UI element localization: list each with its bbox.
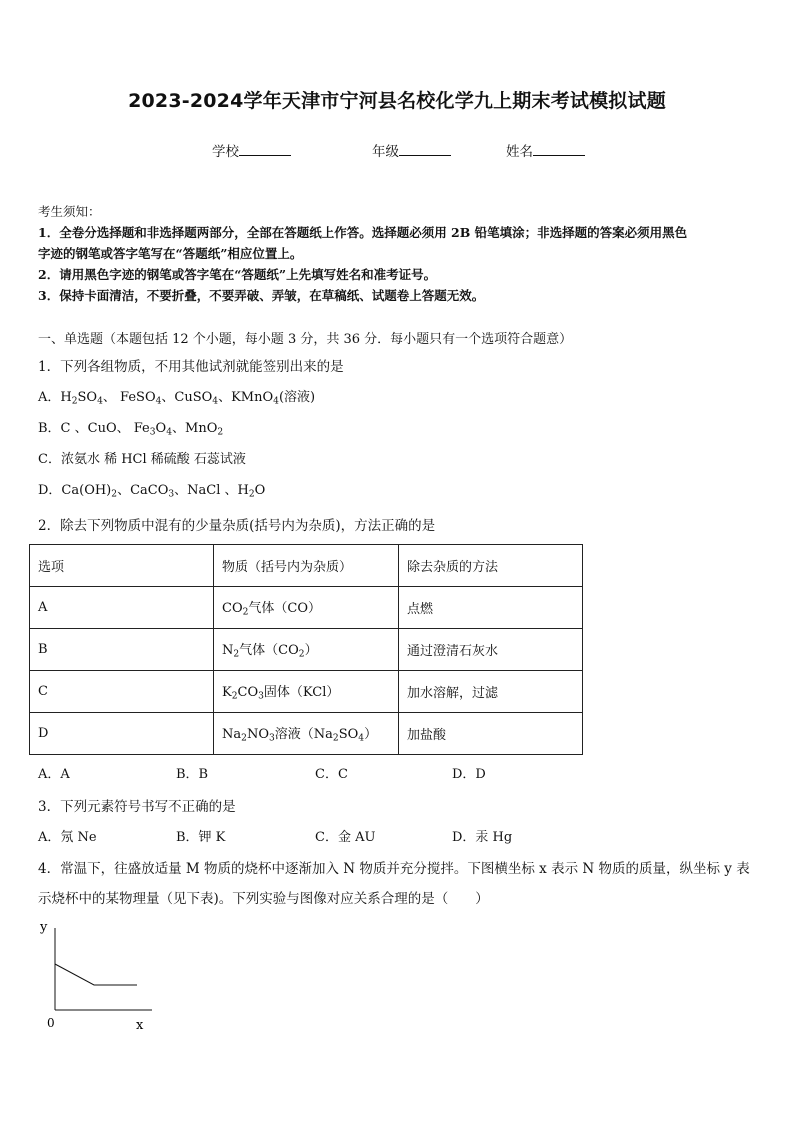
q2-table [29,544,583,755]
table-cell-option: A [30,587,214,629]
q1-b-part: B．C 、CuO、 Fe [38,421,150,436]
grade-label: 年级 [372,144,399,160]
q1-a-sub: 4 [155,396,162,407]
notice-item-1-line-1: 1．全卷分选择题和非选择题两部分，全部在答题纸上作答。选择题必须用 2B 铅笔填涂；非选择题的答案必须用黑色 [38,225,688,240]
school-label: 学校 [212,144,239,160]
notice-item-1-line-2: 字迹的钢笔或答字笔写在“答题纸”相应位置上。 [38,246,303,261]
q1-a-sub: 4 [273,396,279,407]
notice-item-3: 3．保持卡面清洁，不要折叠，不要弄破、弄皱，在草稿纸、试题卷上答题无效。 [38,288,485,303]
table-header-cell: 除去杂质的方法 [399,545,583,587]
q1-a-part: (溶液) [278,390,316,405]
q1-a-part: 、 FeSO [102,390,156,405]
table-header-row [30,545,583,587]
q1-b-sub: 2 [217,427,224,438]
graph-origin-label: 0 [47,1016,55,1030]
formula-part: 固体（KCl） [263,685,340,701]
q2-option-d[interactable]: D．D [452,767,486,782]
table-cell-method: 加水溶解，过滤 [399,671,583,713]
graph-x-label: x [136,1018,144,1033]
graph-y-label: y [40,920,48,935]
table-cell-substance [214,587,399,629]
q4-graph [30,915,170,1035]
formula-sub: 3 [258,691,264,702]
q1-b-part: O [155,421,167,436]
q1-d-part: 、NaCl 、H [174,483,249,498]
q1-b-part: 、MnO [172,421,218,436]
name-blank[interactable] [533,142,585,156]
table-cell-option: B [30,629,214,671]
table-cell-option: C [30,671,214,713]
formula-part: K [222,685,232,701]
q1-d-part: O [254,483,266,498]
formula-part: SO [338,727,359,743]
q4-stem-line-2: 示烧杯中的某物理量（见下表)。下列实验与图像对应关系合理的是（ ） [38,891,489,907]
formula-sub: 2 [298,649,305,660]
formula-part: Na [222,727,242,743]
q1-a-sub: 4 [212,396,219,407]
table-cell-substance [214,629,399,671]
graph-curve [55,964,137,985]
formula-part: 气体（CO [239,643,299,659]
table-cell-method: 通过澄清石灰水 [399,629,583,671]
q2-option-a[interactable]: A．A [38,767,70,782]
q1-a-part: 、KMnO [218,390,274,405]
q1-a-sub: 4 [97,396,103,407]
q3-option-c[interactable]: C．金 AU [315,830,376,845]
q1-a-part: A．H [38,390,72,405]
grade-field [372,140,451,160]
table-cell-option: D [30,713,214,755]
name-label: 姓名 [506,144,533,160]
formula-part: NO [246,727,269,743]
notice-item-2: 2．请用黑色字迹的钢笔或答字笔在“答题纸”上先填写姓名和准考证号。 [38,267,437,282]
formula-part: ） [304,643,318,659]
q3-option-a[interactable]: A．氖 Ne [38,830,97,845]
q1-d-sub: 2 [248,489,255,500]
formula-part: CO [237,685,259,701]
q3-option-b[interactable]: B．钾 K [176,830,226,845]
q1-a-part: SO [77,390,98,405]
q2-option-c[interactable]: C．C [315,767,348,782]
page-title: 2023-2024学年天津市宁河县名校化学九上期末考试模拟试题 [128,90,666,112]
q4-stem-line-1: 4．常温下，往盛放适量 M 物质的烧杯中逐渐加入 N 物质并充分搅拌。下图横坐标 x 表示 N 物质的质量，纵坐标 y 表 [38,861,750,877]
formula-sub: 2 [241,733,247,744]
q3-option-d[interactable]: D．汞 Hg [452,830,513,845]
q1-a-part: 、CuSO [161,390,213,405]
q1-d-sub: 3 [168,489,175,500]
section-1-header: 一、单选题（本题包括 12 个小题，每小题 3 分，共 36 分．每小题只有一个选项符合题意） [38,332,573,347]
q1-a-sub: 2 [71,396,78,407]
table-row [30,587,583,629]
q1-d-part: D．Ca(OH) [38,483,112,498]
formula-part: N [222,643,234,659]
formula-sub: 4 [358,733,365,744]
formula-part: 溶液（Na [274,727,333,743]
formula-sub: 2 [332,733,339,744]
school-field [212,140,291,160]
q1-d-part: 、CaCO [117,483,169,498]
q1-option-a[interactable] [38,386,315,406]
formula-part: 气体（CO） [248,601,322,617]
table-row [30,629,583,671]
q1-option-c[interactable]: C．浓氨水 稀 HCl 稀硫酸 石蕊试液 [38,452,246,467]
formula-sub: 3 [268,733,275,744]
q2-stem: 2．除去下列物质中混有的少量杂质(括号内为杂质)，方法正确的是 [38,518,436,534]
formula-sub: 2 [233,649,240,660]
table-row [30,713,583,755]
table-header-cell: 物质（括号内为杂质） [214,545,399,587]
table-cell-method: 加盐酸 [399,713,583,755]
q1-b-sub: 3 [149,427,156,438]
formula-sub: 2 [231,691,238,702]
table-cell-substance [214,671,399,713]
q2-option-b[interactable]: B．B [176,767,209,782]
q1-option-d[interactable] [38,479,265,499]
q1-b-sub: 4 [166,427,173,438]
table-cell-method: 点燃 [399,587,583,629]
school-blank[interactable] [239,142,291,156]
table-cell-substance [214,713,399,755]
table-row [30,671,583,713]
q1-d-sub: 2 [111,489,118,500]
formula-part: CO [222,601,243,617]
q1-stem: 1．下列各组物质，不用其他试剂就能签别出来的是 [38,359,344,375]
q1-option-b[interactable] [38,417,223,437]
grade-blank[interactable] [399,142,451,156]
table-header-cell: 选项 [30,545,214,587]
q3-stem: 3．下列元素符号书写不正确的是 [38,799,236,815]
name-field [506,140,585,160]
notice-heading: 考生须知： [38,204,101,219]
formula-part: ） [364,727,378,743]
formula-sub: 2 [242,607,249,618]
